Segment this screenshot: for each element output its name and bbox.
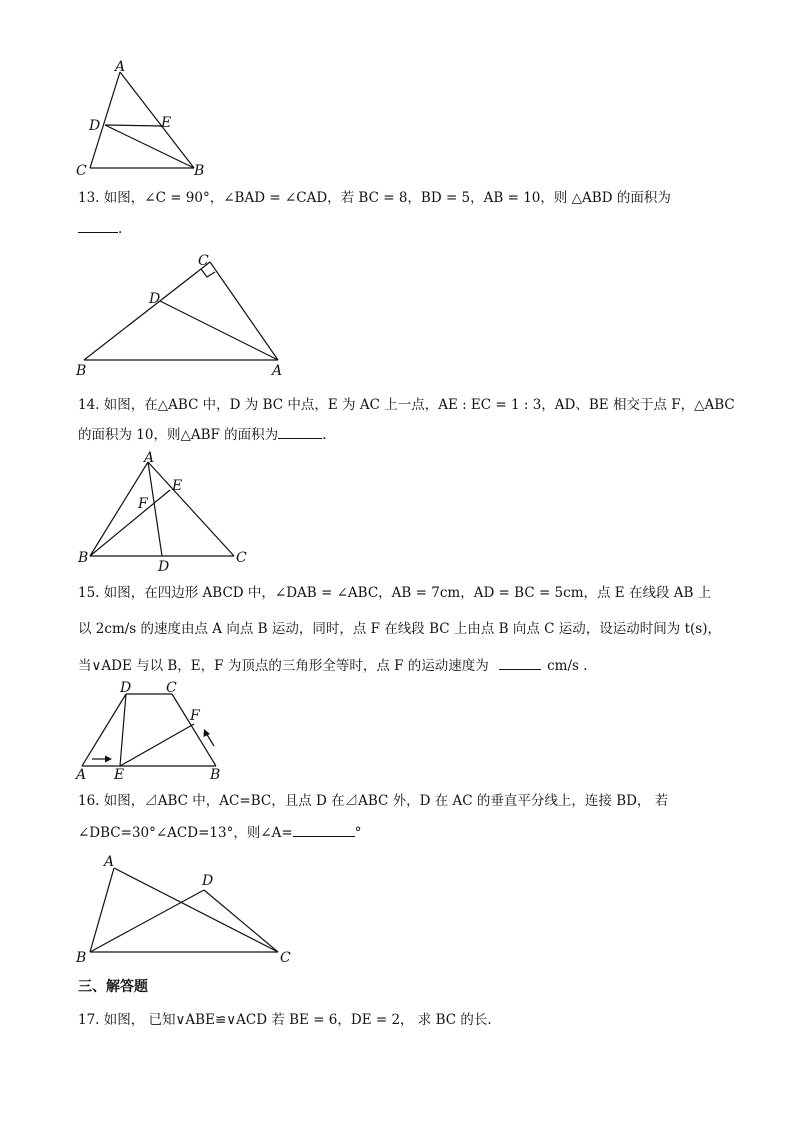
figure-q13 bbox=[70, 250, 300, 380]
q14-text: 14. 如图，在△ABC 中，D 为 BC 中点，E 为 AC 上一点，AE : EC = 1 : 3，AD、BE 相交于点 F，△ABC bbox=[78, 397, 735, 413]
label-c: C bbox=[280, 950, 291, 966]
q13-end: . bbox=[118, 221, 123, 237]
q15-line1 bbox=[78, 583, 711, 603]
label-d: D bbox=[202, 873, 214, 889]
label-c: C bbox=[166, 680, 177, 696]
label-d: D bbox=[120, 680, 132, 696]
q16-answer-blank[interactable] bbox=[293, 822, 355, 837]
label-b: B bbox=[76, 363, 87, 379]
q13-answer-blank[interactable] bbox=[78, 218, 118, 233]
q16-line1 bbox=[78, 791, 668, 811]
q15-line2 bbox=[78, 619, 721, 639]
label-c: C bbox=[236, 550, 247, 566]
q13-line1 bbox=[78, 188, 671, 208]
q15-text-1: 15. 如图，在四边形 ABCD 中，∠DAB = ∠ABC，AB = 7cm，AD = BC = 5cm，点 E 在线段 AB 上 bbox=[78, 585, 712, 601]
label-e: E bbox=[172, 478, 183, 494]
arrow-up-icon bbox=[204, 729, 211, 737]
q15-line3 bbox=[78, 655, 588, 676]
q14-answer-blank[interactable] bbox=[278, 424, 322, 439]
label-d: D bbox=[149, 291, 161, 307]
q17-text: 17. 如图， 已知∨ABE≌∨ACD 若 BE = 6，DE = 2， 求 BC 的长. bbox=[78, 1012, 492, 1028]
label-e: E bbox=[161, 115, 172, 131]
label-b: B bbox=[194, 163, 205, 179]
q13-line2 bbox=[78, 218, 122, 239]
label-a: A bbox=[76, 767, 87, 782]
q14-line2 bbox=[78, 424, 326, 445]
label-b: B bbox=[78, 550, 89, 566]
label-a: A bbox=[104, 854, 115, 870]
figure-q15 bbox=[70, 678, 230, 782]
q17-line1 bbox=[78, 1010, 492, 1030]
arrow-right-icon bbox=[105, 756, 112, 763]
q16-text-2: ∠DBC=30°∠ACD=13°，则∠A= bbox=[78, 825, 293, 841]
q14-text-2: 的面积为 10，则△ABF 的面积为 bbox=[78, 427, 279, 443]
label-c: C bbox=[198, 253, 209, 269]
q15-answer-blank[interactable] bbox=[499, 655, 541, 670]
q14-end: . bbox=[322, 427, 327, 443]
q15-end: cm/s . bbox=[547, 658, 588, 674]
label-a: A bbox=[144, 450, 155, 466]
figure-q12 bbox=[70, 58, 210, 180]
label-d: D bbox=[158, 559, 170, 574]
label-a: A bbox=[272, 363, 283, 379]
q13-text: 13. 如图，∠C = 90°，∠BAD = ∠CAD，若 BC = 8，BD = 5，AB = 10，则 △ABD 的面积为 bbox=[78, 190, 671, 206]
figure-q16 bbox=[70, 850, 306, 968]
q16-end: ° bbox=[354, 825, 362, 841]
q16-text-1: 16. 如图，⊿ABC 中，AC=BC，且点 D 在⊿ABC 外，D 在 AC 的垂直平分线上，连接 BD， 若 bbox=[78, 793, 669, 809]
label-c: C bbox=[76, 163, 87, 179]
label-d: D bbox=[89, 118, 101, 134]
q15-text-3: 当∨ADE 与以 B，E，F 为顶点的三角形全等时，点 F 的运动速度为 bbox=[78, 658, 489, 674]
label-b: B bbox=[210, 767, 221, 782]
section-title: 三、解答题 bbox=[78, 979, 148, 995]
figure-q14 bbox=[74, 448, 254, 574]
q14-line1 bbox=[78, 395, 735, 415]
q15-text-2: 以 2cm/s 的速度由点 A 向点 B 运动，同时，点 F 在线段 BC 上由点 B 向点 C 运动，设运动时间为 t(s)， bbox=[78, 621, 721, 637]
label-f: F bbox=[138, 496, 148, 512]
label-a: A bbox=[115, 59, 126, 75]
q16-line2 bbox=[78, 822, 361, 843]
label-b: B bbox=[76, 950, 87, 966]
label-f: F bbox=[190, 708, 200, 724]
label-e: E bbox=[114, 767, 125, 782]
